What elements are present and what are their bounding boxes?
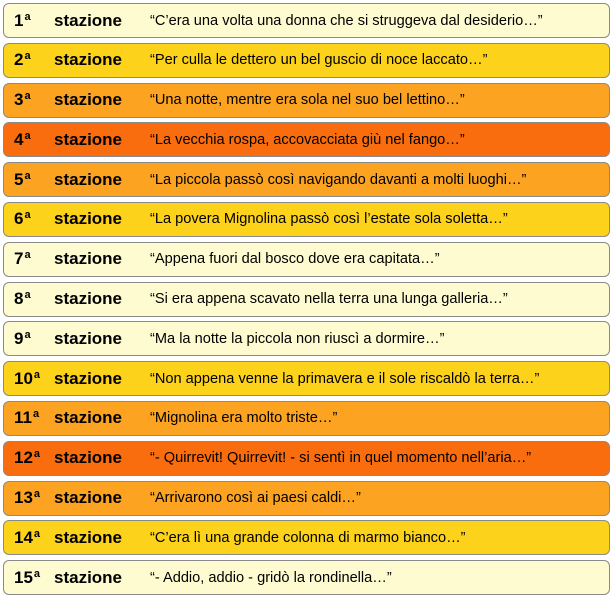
station-number-ordinal: a bbox=[33, 368, 41, 381]
station-row bbox=[3, 3, 610, 38]
station-number bbox=[4, 329, 46, 349]
station-number bbox=[4, 568, 46, 588]
station-number-ordinal: a bbox=[32, 408, 40, 421]
station-quote: “La povera Mignolina passò così l’estate sola soletta…” bbox=[150, 211, 508, 228]
station-label: stazione bbox=[54, 488, 123, 508]
station-row bbox=[3, 401, 610, 436]
station-number-ordinal: a bbox=[33, 488, 41, 501]
station-label: stazione bbox=[54, 527, 123, 547]
station-label: stazione bbox=[54, 129, 123, 149]
station-number bbox=[4, 448, 46, 468]
station-number-ordinal: a bbox=[24, 10, 31, 23]
station-label: stazione bbox=[54, 169, 123, 189]
station-number bbox=[4, 130, 46, 150]
station-number-ordinal: a bbox=[24, 249, 31, 262]
station-label: stazione bbox=[54, 368, 123, 388]
station-number-value: 2 bbox=[14, 50, 24, 70]
station-row bbox=[3, 162, 610, 197]
station-label: stazione bbox=[54, 448, 123, 468]
station-number bbox=[4, 249, 46, 269]
station-number-value: 1 bbox=[14, 10, 24, 30]
station-quote: “- Quirrevit! Quirrevit! - si sentì in quel momento nell’aria…” bbox=[150, 450, 532, 467]
station-row bbox=[3, 520, 610, 555]
station-row bbox=[3, 202, 610, 237]
station-quote: “C’era una volta una donna che si struggeva dal desiderio…” bbox=[150, 12, 543, 29]
station-number bbox=[4, 528, 46, 548]
station-quote: “Appena fuori dal bosco dove era capitata…” bbox=[150, 251, 440, 268]
station-number-value: 9 bbox=[14, 328, 24, 348]
station-label: stazione bbox=[54, 328, 123, 348]
station-number-value: 12 bbox=[14, 448, 33, 468]
station-number-ordinal: a bbox=[24, 129, 31, 142]
station-label: stazione bbox=[54, 90, 123, 110]
stations-list bbox=[3, 3, 610, 600]
station-row bbox=[3, 441, 610, 476]
station-quote: “La vecchia rospa, accovacciata giù nel fango…” bbox=[150, 131, 465, 148]
station-number-ordinal: a bbox=[24, 209, 31, 222]
station-label: stazione bbox=[54, 289, 123, 309]
station-quote: “- Addio, addio - gridò la rondinella…” bbox=[150, 569, 392, 586]
station-number-ordinal: a bbox=[24, 289, 31, 302]
station-number-ordinal: a bbox=[33, 448, 41, 461]
station-number-value: 14 bbox=[14, 527, 33, 547]
station-number-value: 10 bbox=[14, 368, 33, 388]
station-quote: “Mignolina era molto triste…” bbox=[150, 410, 338, 427]
station-number-value: 11 bbox=[14, 408, 32, 428]
station-quote: “La piccola passò così navigando davanti a molti luoghi…” bbox=[150, 171, 527, 188]
station-number-value: 8 bbox=[14, 289, 24, 309]
station-quote: “Si era appena scavato nella terra una lunga galleria…” bbox=[150, 291, 508, 308]
station-number-value: 15 bbox=[14, 567, 33, 587]
station-number-ordinal: a bbox=[33, 527, 41, 540]
station-quote: “Per culla le dettero un bel guscio di noce laccato…” bbox=[150, 52, 488, 69]
station-number bbox=[4, 369, 46, 389]
station-number bbox=[4, 11, 46, 31]
station-number-value: 13 bbox=[14, 488, 33, 508]
station-row bbox=[3, 122, 610, 157]
station-label: stazione bbox=[54, 209, 123, 229]
station-number-ordinal: a bbox=[24, 50, 31, 63]
station-number bbox=[4, 170, 46, 190]
station-number-value: 4 bbox=[14, 129, 24, 149]
station-quote: “Non appena venne la primavera e il sole riscaldò la terra…” bbox=[150, 370, 540, 387]
station-quote: “C’era lì una grande colonna di marmo bianco…” bbox=[150, 529, 466, 546]
station-row bbox=[3, 361, 610, 396]
station-row bbox=[3, 282, 610, 317]
station-label: stazione bbox=[54, 50, 123, 70]
station-quote: “Una notte, mentre era sola nel suo bel lettino…” bbox=[150, 92, 465, 109]
station-row bbox=[3, 242, 610, 277]
station-number bbox=[4, 90, 46, 110]
station-number-value: 3 bbox=[14, 90, 24, 110]
station-number-value: 5 bbox=[14, 169, 24, 189]
station-row bbox=[3, 481, 610, 516]
station-number-value: 7 bbox=[14, 249, 24, 269]
station-number-ordinal: a bbox=[24, 169, 31, 182]
station-label: stazione bbox=[54, 10, 123, 30]
station-number bbox=[4, 488, 46, 508]
station-label: stazione bbox=[54, 408, 123, 428]
station-number bbox=[4, 50, 46, 70]
station-row bbox=[3, 321, 610, 356]
station-row bbox=[3, 43, 610, 78]
station-number bbox=[4, 408, 46, 428]
station-number-ordinal: a bbox=[33, 567, 41, 580]
station-quote: “Ma la notte la piccola non riuscì a dormire…” bbox=[150, 330, 445, 347]
station-label: stazione bbox=[54, 249, 123, 269]
station-number-ordinal: a bbox=[24, 90, 31, 103]
station-number bbox=[4, 209, 46, 229]
station-row bbox=[3, 83, 610, 118]
station-number-value: 6 bbox=[14, 209, 24, 229]
station-label: stazione bbox=[54, 567, 123, 587]
station-quote: “Arrivarono così ai paesi caldi…” bbox=[150, 490, 361, 507]
station-number bbox=[4, 289, 46, 309]
station-number-ordinal: a bbox=[24, 328, 31, 341]
station-row bbox=[3, 560, 610, 595]
